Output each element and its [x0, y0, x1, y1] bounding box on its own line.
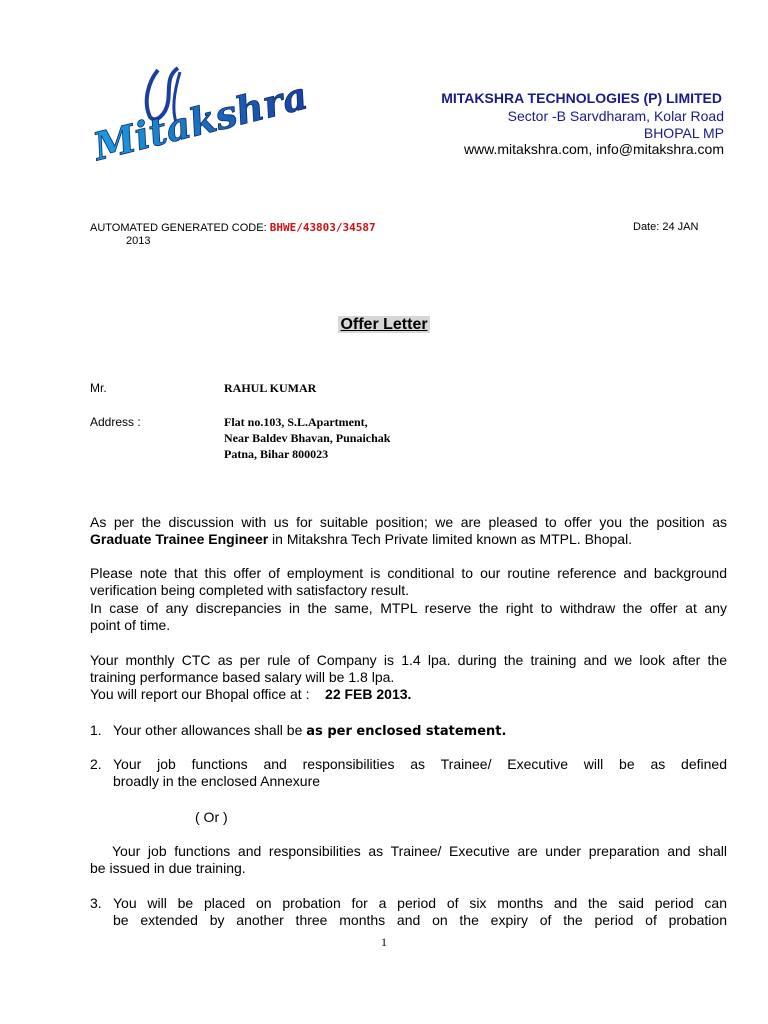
para1-line2: [90, 531, 727, 548]
para1-line1: As per the discussion with us for suitable position; we are pleased to offer you the position as: [90, 514, 727, 530]
item2-line1: Your job functions and responsibilities as Trainee/ Executive will be as defined: [113, 756, 727, 772]
para3-line2: point of time.: [90, 617, 171, 633]
report-date: 22 FEB 2013.: [325, 686, 412, 702]
salutation-label: Mr.: [90, 381, 107, 395]
address-line1: Flat no.103, S.L.Apartment,: [224, 415, 368, 429]
para4-line2: training performance based salary will be 1.8 lpa.: [90, 669, 395, 685]
item1-text: Your other allowances shall be: [113, 722, 307, 738]
address-line2: Near Baldev Bhavan, Punaichak: [224, 431, 391, 445]
date-line: [633, 221, 698, 233]
position-title: Graduate Trainee Engineer: [90, 531, 269, 547]
item1: [113, 722, 727, 740]
title-text: Offer Letter: [340, 316, 428, 333]
report-text: You will report our Bhopal office at :: [90, 686, 310, 702]
para5: [90, 686, 727, 703]
item2-number: 2.: [90, 756, 102, 772]
item2-line2: broadly in the enclosed Annexure: [113, 773, 321, 789]
mitakshra-logo-icon: [88, 62, 312, 170]
para2-line1: Please note that this offer of employment is conditional to our routine reference and background: [90, 565, 727, 581]
item3-line1: You will be placed on probation for a period of six months and the said period can: [113, 895, 727, 911]
date-year: 2013: [126, 235, 151, 247]
item3-number: 3.: [90, 895, 102, 911]
company-address-line1: Sector -B Sarvdharam, Kolar Road: [507, 108, 724, 124]
svg-text:Mitakshra: Mitakshra: [88, 72, 312, 170]
para6-line2: be issued in due training.: [90, 860, 246, 876]
date-value: 24 JAN: [662, 221, 699, 233]
date-label: Date:: [633, 221, 660, 233]
para3-line1: In case of any discrepancies in the same, MTPL reserve the right to withdraw the offer at any: [90, 600, 727, 616]
page-number: 1: [381, 935, 387, 949]
para4-line1: Your monthly CTC as per rule of Company is 1.4 lpa. during the training and we look after the: [90, 652, 727, 668]
company-name: MITAKSHRA TECHNOLOGIES (P) LIMITED: [441, 90, 722, 106]
address-label: Address :: [90, 415, 141, 429]
para2-line2: verification being completed with satisfactory result.: [90, 582, 410, 598]
or-text: ( Or ): [195, 809, 228, 825]
item1-bold: as per enclosed statement.: [306, 724, 507, 739]
automated-code-line: [90, 221, 376, 234]
address-line3: Patna, Bihar 800023: [224, 447, 329, 461]
code-label: AUTOMATED GENERATED CODE:: [90, 222, 267, 234]
item3-line2: be extended by another three months and on the expiry of the period of probation: [113, 912, 727, 928]
company-web-contact: www.mitakshra.com, info@mitakshra.com: [463, 141, 724, 157]
code-value: BHWE/43803/34587: [269, 221, 376, 234]
para6-line1: Your job functions and responsibilities as Trainee/ Executive are under preparation and shall: [112, 843, 727, 859]
item1-number: 1.: [90, 722, 102, 738]
page-title: [0, 316, 768, 334]
recipient-name: RAHUL KUMAR: [224, 381, 317, 395]
company-address-line2: BHOPAL MP: [643, 125, 724, 141]
para1-line2-rest: in Mitakshra Tech Private limited known as MTPL. Bhopal.: [268, 531, 633, 547]
